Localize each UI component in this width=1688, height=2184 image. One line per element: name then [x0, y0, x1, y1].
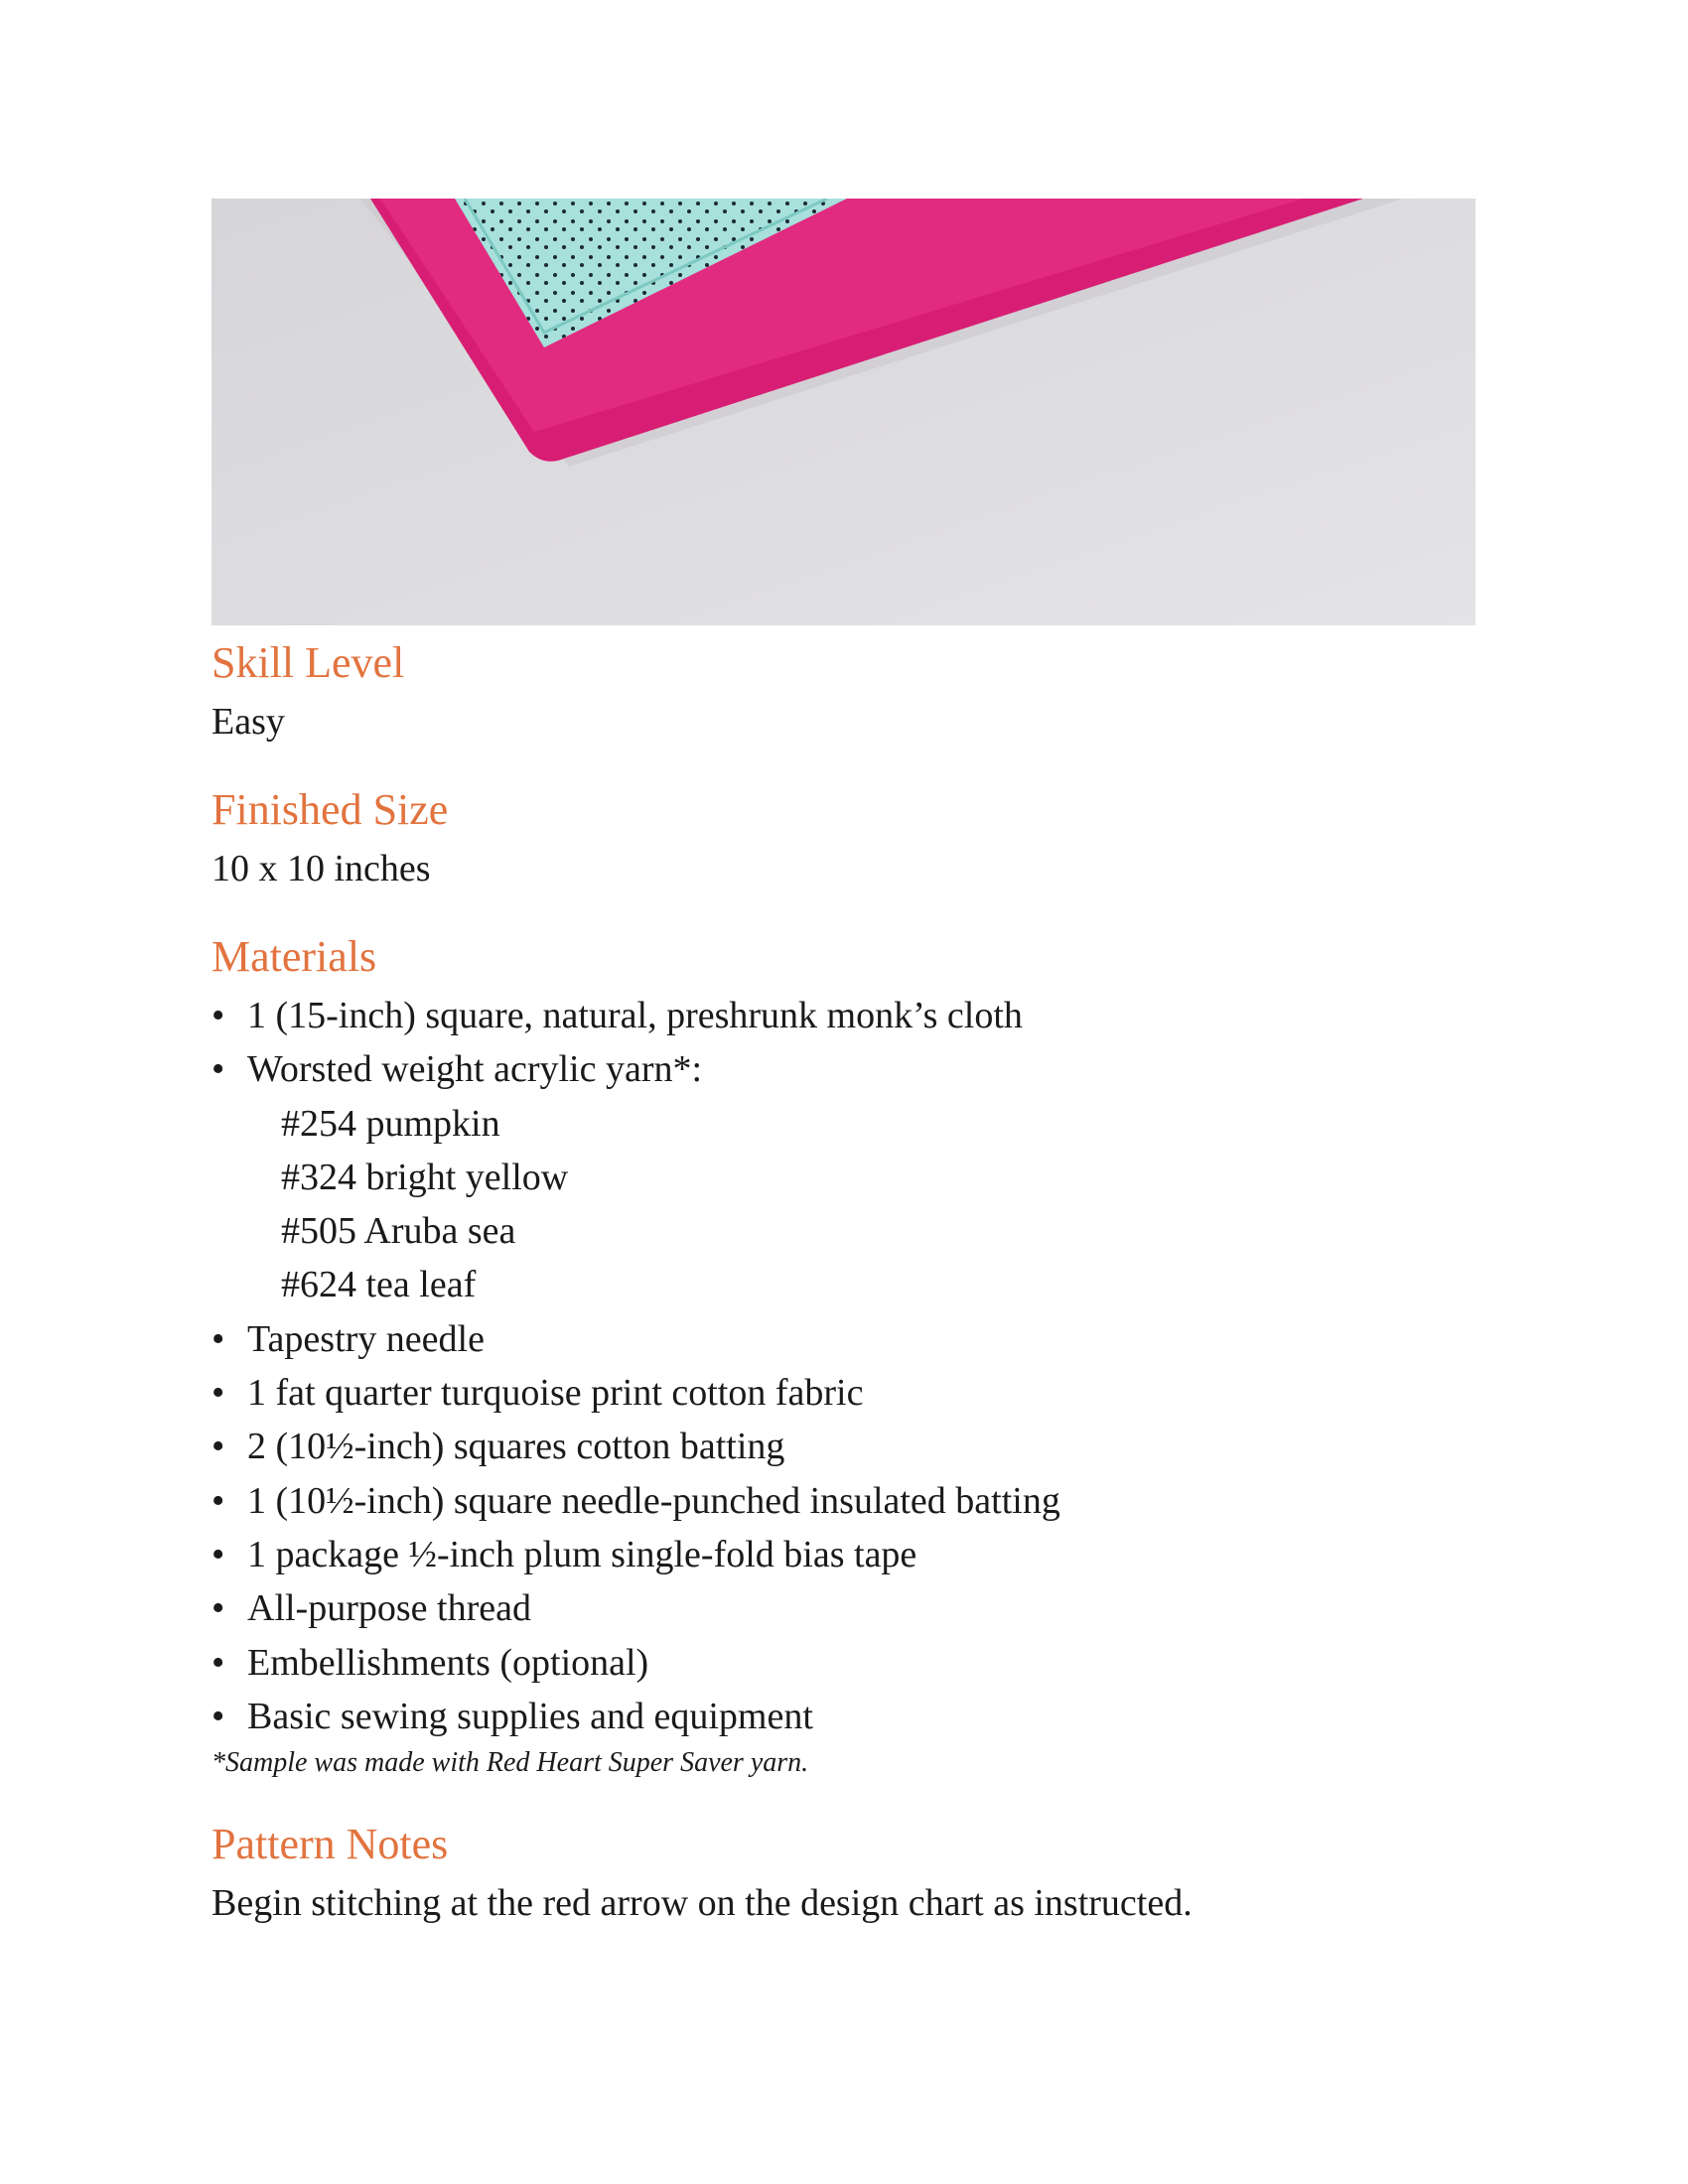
finished-size-section [211, 778, 1482, 895]
yarn-color-list [247, 1097, 1482, 1312]
list-item [211, 1690, 1482, 1743]
list-item [211, 1312, 1482, 1366]
material-text: 1 package ½-inch plum single-fold bias tape [247, 1533, 917, 1575]
bullet-icon: • [211, 1426, 225, 1468]
pattern-notes-section [211, 1813, 1482, 1930]
yarn-color-item: #624 tea leaf [281, 1264, 477, 1306]
list-item [211, 1042, 1482, 1311]
finished-size-value: 10 x 10 inches [211, 848, 431, 889]
yarn-color-item: #324 bright yellow [281, 1156, 569, 1198]
list-item [211, 1474, 1482, 1528]
list-item [211, 1366, 1482, 1420]
list-item [211, 1528, 1482, 1581]
material-text: 1 (15-inch) square, natural, preshrunk monk’s cloth [247, 995, 1023, 1036]
material-text: All-purpose thread [247, 1587, 531, 1630]
finished-size-heading: Finished Size [211, 785, 449, 834]
pattern-content [211, 631, 1482, 1960]
material-text: Embellishments (optional) [247, 1641, 649, 1684]
skill-level-section [211, 631, 1482, 749]
materials-section [211, 925, 1482, 1783]
bullet-icon: • [211, 1695, 225, 1737]
pattern-notes-heading: Pattern Notes [211, 1820, 449, 1869]
material-text: Worsted weight acrylic yarn*: [247, 1048, 703, 1091]
bullet-icon: • [211, 1479, 225, 1522]
materials-heading: Materials [211, 932, 377, 981]
bullet-icon: • [211, 1641, 225, 1684]
material-text: 2 (10½-inch) squares cotton batting [247, 1426, 785, 1468]
bullet-icon: • [211, 1048, 225, 1091]
materials-footnote: *Sample was made with Red Heart Super Saver yarn. [211, 1747, 809, 1779]
list-item [211, 1636, 1482, 1690]
materials-list [211, 989, 1482, 1743]
yarn-color-item: #505 Aruba sea [281, 1210, 516, 1253]
list-item [211, 1581, 1482, 1635]
material-text: 1 fat quarter turquoise print cotton fabric [247, 1372, 864, 1415]
material-text: Basic sewing supplies and equipment [247, 1695, 813, 1737]
list-item [211, 989, 1482, 1042]
skill-level-value: Easy [211, 701, 285, 743]
material-text: 1 (10½-inch) square needle-punched insulated batting [247, 1479, 1060, 1522]
list-item [211, 1420, 1482, 1473]
yarn-color-item: #254 pumpkin [281, 1102, 500, 1145]
pattern-notes-value: Begin stitching at the red arrow on the design chart as instructed. [211, 1882, 1193, 1925]
bullet-icon: • [211, 1372, 225, 1415]
quilted-potholder-photo [211, 199, 1476, 625]
material-text: Tapestry needle [247, 1317, 485, 1360]
potholder-photo [211, 199, 1476, 625]
skill-level-heading: Skill Level [211, 638, 405, 687]
bullet-icon: • [211, 1317, 225, 1360]
bullet-icon: • [211, 1587, 225, 1630]
bullet-icon: • [211, 995, 225, 1036]
bullet-icon: • [211, 1533, 225, 1575]
